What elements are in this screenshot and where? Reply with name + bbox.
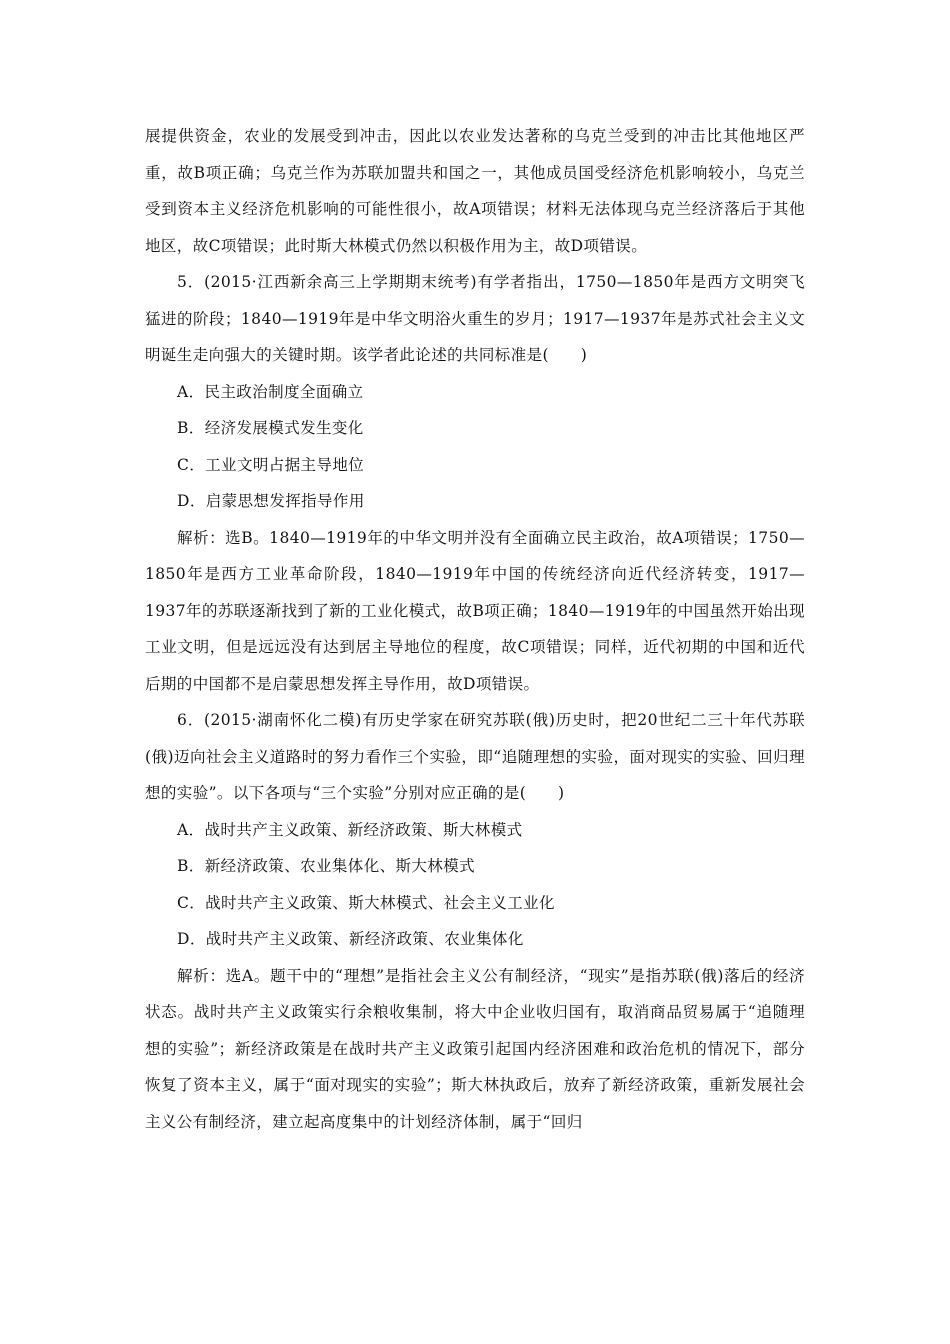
continued-explanation: 展提供资金，农业的发展受到冲击，因此以农业发达著称的乌克兰受到的冲击比其他地区严重，故B项正确；乌克兰作为苏联加盟共和国之一，其他成员国受经济危机影响较小，乌克兰受到资本主义经济危机影响的可能性很小，故A项错误；材料无法体现乌克兰经济落后于其他地区，故C项错误；此时斯大林模式仍然以积极作用为主，故D项错误。 [145, 127, 805, 255]
question-5-stem: 5．(2015·江西新余高三上学期期末统考)有学者指出，1750—1850年是西方文明突飞猛进的阶段；1840—1919年是中华文明浴火重生的岁月；1917—1937年是苏式社会主义文明诞生走向强大的关键时期。该学者此论述的共同标准是( ) [145, 273, 805, 364]
question-5-option-a: A．民主政治制度全面确立 [177, 382, 364, 401]
question-6-option-b: B．新经济政策、农业集体化、斯大林模式 [177, 857, 475, 875]
question-6-stem: 6．(2015·湖南怀化二模)有历史学家在研究苏联(俄)历史时，把20世纪二三十年代苏联(俄)迈向社会主义道路时的努力看作三个实验，即“追随理想的实验，面对现实的实验、回归理想的实验”。以下各项与“三个实验”分别对应正确的是( ) [145, 711, 805, 802]
question-6-option-c: C．战时共产主义政策、斯大林模式、社会主义工业化 [177, 893, 555, 912]
question-5-option-d: D．启蒙思想发挥指导作用 [177, 492, 365, 510]
question-5-explanation: 解析：选B。1840—1919年的中华文明并没有全面确立民主政治，故A项错误；1750—1850年是西方工业革命阶段，1840—1919年中国的传统经济向近代经济转变，1917—1937年的苏联逐渐找到了新的工业化模式，故B项正确；1840—1919年的中国虽然开始出现工业文明，但是远远没有达到居主导地位的程度，故C项错误；同样，近代初期的中国和近代后期的中国都不是启蒙思想发挥主导作用，故D项错误。 [145, 528, 805, 693]
question-6-option-d: D．战时共产主义政策、新经济政策、农业集体化 [177, 930, 524, 948]
question-5-option-c: C．工业文明占据主导地位 [177, 455, 365, 474]
document-body [145, 118, 805, 1140]
question-5-option-b: B．经济发展模式发生变化 [177, 419, 364, 437]
question-6 [145, 702, 805, 1140]
question-6-option-a: A．战时共产主义政策、新经济政策、斯大林模式 [177, 820, 523, 839]
question-6-explanation: 解析：选A。题干中的“理想”是指社会主义公有制经济，“现实”是指苏联(俄)落后的经济状态。战时共产主义政策实行余粮收集制，将大中企业收归国有，取消商品贸易属于“追随理想的实验”；新经济政策是在战时共产主义政策引起国内经济困难和政治危机的情况下，部分恢复了资本主义，属于“面对现实的实验”；斯大林执政后，放弃了新经济政策，重新发展社会主义公有制经济，建立起高度集中的计划经济体制，属于“回归 [145, 966, 805, 1131]
question-5 [145, 264, 805, 702]
